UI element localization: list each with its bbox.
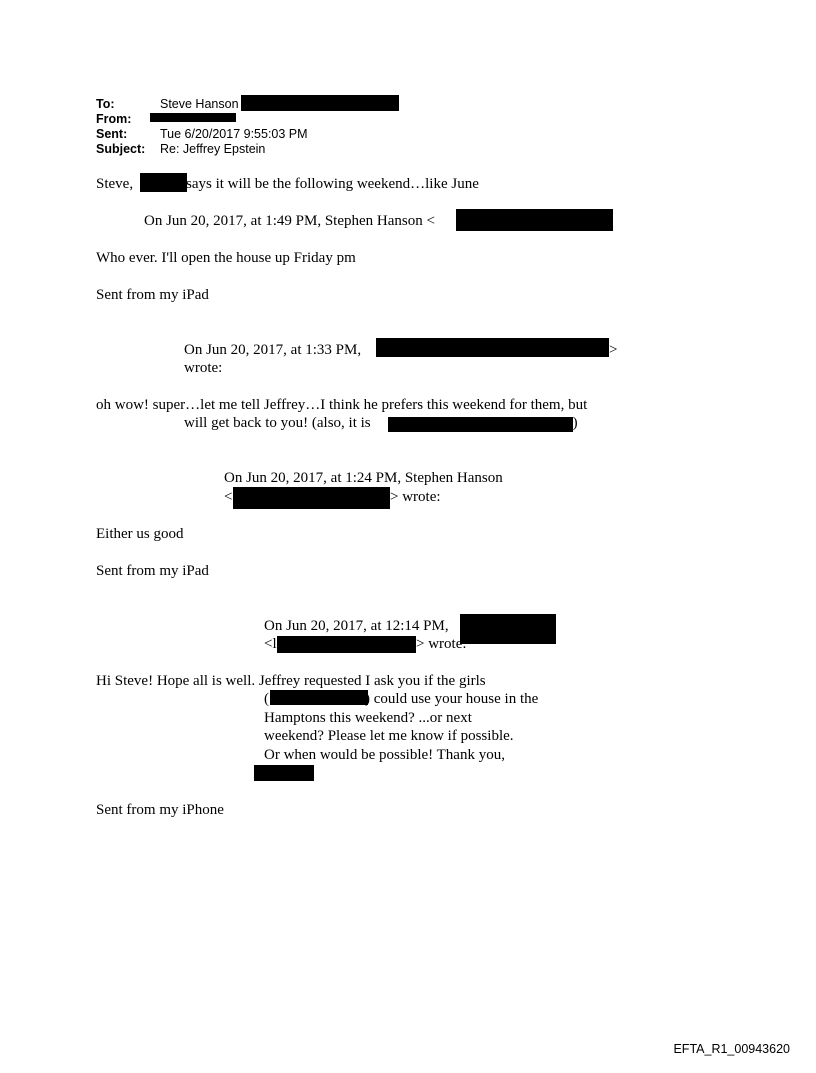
quote1-attribution: On Jun 20, 2017, at 1:49 PM, Stephen Hanson <: [144, 213, 435, 229]
redaction-message3: [388, 417, 573, 432]
message2-signature: Sent from my iPad: [96, 287, 209, 303]
message4-signature: Sent from my iPad: [96, 563, 209, 579]
from-label: From:: [96, 112, 132, 126]
quote3-wrote: > wrote:: [390, 489, 441, 505]
message3-line2: will get back to you! (also, it is: [184, 415, 371, 431]
reply1-text: says it will be the following weekend…like June: [186, 176, 479, 192]
redaction-from: [150, 113, 236, 122]
message2-text: Who ever. I'll open the house up Friday pm: [96, 250, 356, 266]
quote2-wrote: wrote:: [184, 360, 223, 376]
redaction-quote4-email: [277, 636, 416, 653]
quote4-wrote: > wrote:: [416, 636, 467, 652]
message4-text: Either us good: [96, 526, 184, 542]
sent-label: Sent:: [96, 127, 128, 141]
redaction-quote3-email: [233, 487, 390, 509]
redaction-quote2-sender: [376, 338, 609, 357]
message5-line2: ) could use your house in the: [365, 691, 539, 707]
quote4-attribution: On Jun 20, 2017, at 12:14 PM,: [264, 618, 449, 634]
redaction-to-address: [241, 95, 399, 111]
redaction-quote4-sender: [460, 614, 556, 644]
message5-line5: Or when would be possible! Thank you,: [264, 747, 505, 763]
subject-value: Re: Jeffrey Epstein: [160, 142, 266, 156]
to-label: To:: [96, 97, 115, 111]
redaction-quote1-email: [456, 209, 613, 231]
quote3-bracket: <: [224, 489, 233, 505]
message5-line2-open: (: [264, 691, 269, 707]
sent-value: Tue 6/20/2017 9:55:03 PM: [160, 127, 308, 141]
message5-signature: Sent from my iPhone: [96, 802, 224, 818]
message3-line2-end: a): [566, 415, 578, 431]
redaction-message5-signature: [254, 765, 314, 781]
document-id: EFTA_R1_00943620: [673, 1042, 790, 1056]
redaction-message5-names: [270, 690, 368, 705]
to-value: Steve Hanson: [160, 97, 239, 111]
message3-line1: oh wow! super…let me tell Jeffrey…I think he prefers this weekend for them, but: [96, 397, 588, 413]
reply1-greeting: Steve,: [96, 176, 134, 192]
message5-line3: Hamptons this weekend? ...or next: [264, 710, 472, 726]
quote2-attribution: On Jun 20, 2017, at 1:33 PM,: [184, 342, 362, 358]
message5-line1: Hi Steve! Hope all is well. Jeffrey requested I ask you if the girls: [96, 673, 486, 689]
quote3-attribution: On Jun 20, 2017, at 1:24 PM, Stephen Hanson: [224, 470, 503, 486]
redaction-reply1-name: [140, 173, 187, 192]
quote4-bracket: <l: [264, 636, 277, 652]
quote2-bracket: >: [609, 342, 618, 358]
message5-line4: weekend? Please let me know if possible.: [264, 728, 514, 744]
subject-label: Subject:: [96, 142, 146, 156]
